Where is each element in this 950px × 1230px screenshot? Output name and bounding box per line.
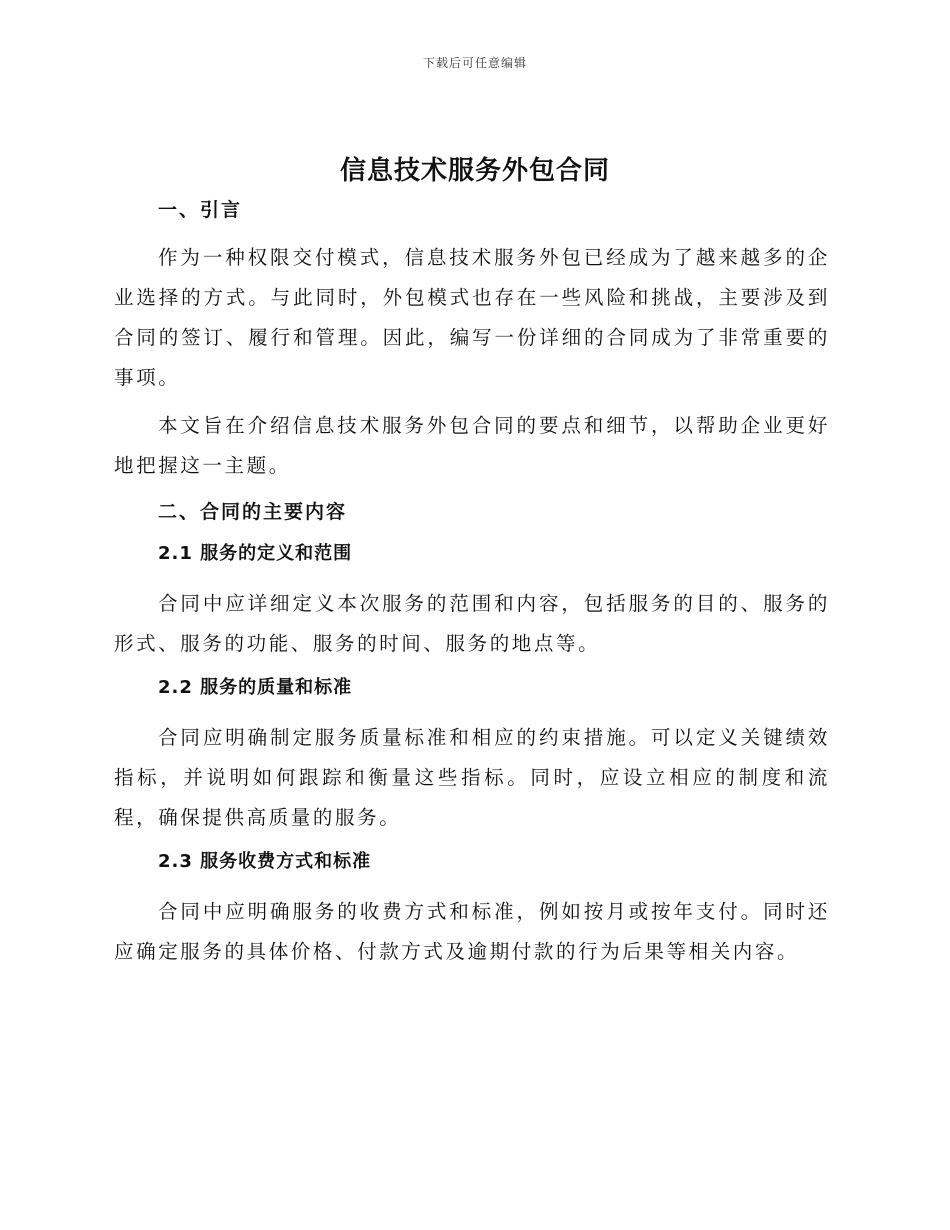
subsection-heading-2-3: 2.3 服务收费方式和标准 bbox=[158, 851, 372, 872]
section-heading-introduction: 一、引言 bbox=[158, 199, 243, 221]
document-body bbox=[114, 196, 830, 982]
intro-paragraph-1: 作为一种权限交付模式，信息技术服务外包已经成为了越来越多的企业选择的方式。与此同时，外包模式也存在一些风险和挑战，主要涉及到合同的签订、履行和管理。因此，编写一份详细的合同成为了非常重要的事项。 bbox=[114, 246, 830, 389]
intro-paragraph-2: 本文旨在介绍信息技术服务外包合同的要点和细节，以帮助企业更好地把握这一主题。 bbox=[114, 414, 830, 477]
paragraph-2-2: 合同应明确制定服务质量标准和相应的约束措施。可以定义关键绩效指标，并说明如何跟踪和衡量这些指标。同时，应设立相应的制度和流程，确保提供高质量的服务。 bbox=[114, 726, 830, 829]
subsection-heading-2-1: 2.1 服务的定义和范围 bbox=[158, 543, 353, 564]
section-heading-main-content: 二、合同的主要内容 bbox=[158, 501, 348, 523]
document-title: 信息技术服务外包合同 bbox=[339, 156, 610, 186]
paragraph-2-3: 合同中应明确服务的收费方式和标准，例如按月或按年支付。同时还应确定服务的具体价格、付款方式及逾期付款的行为后果等相关内容。 bbox=[114, 900, 830, 963]
header-note: 下载后可任意编辑 bbox=[422, 56, 527, 70]
subsection-heading-2-2: 2.2 服务的质量和标准 bbox=[158, 677, 353, 698]
paragraph-2-1: 合同中应详细定义本次服务的范围和内容，包括服务的目的、服务的形式、服务的功能、服务的时间、服务的地点等。 bbox=[114, 592, 830, 655]
